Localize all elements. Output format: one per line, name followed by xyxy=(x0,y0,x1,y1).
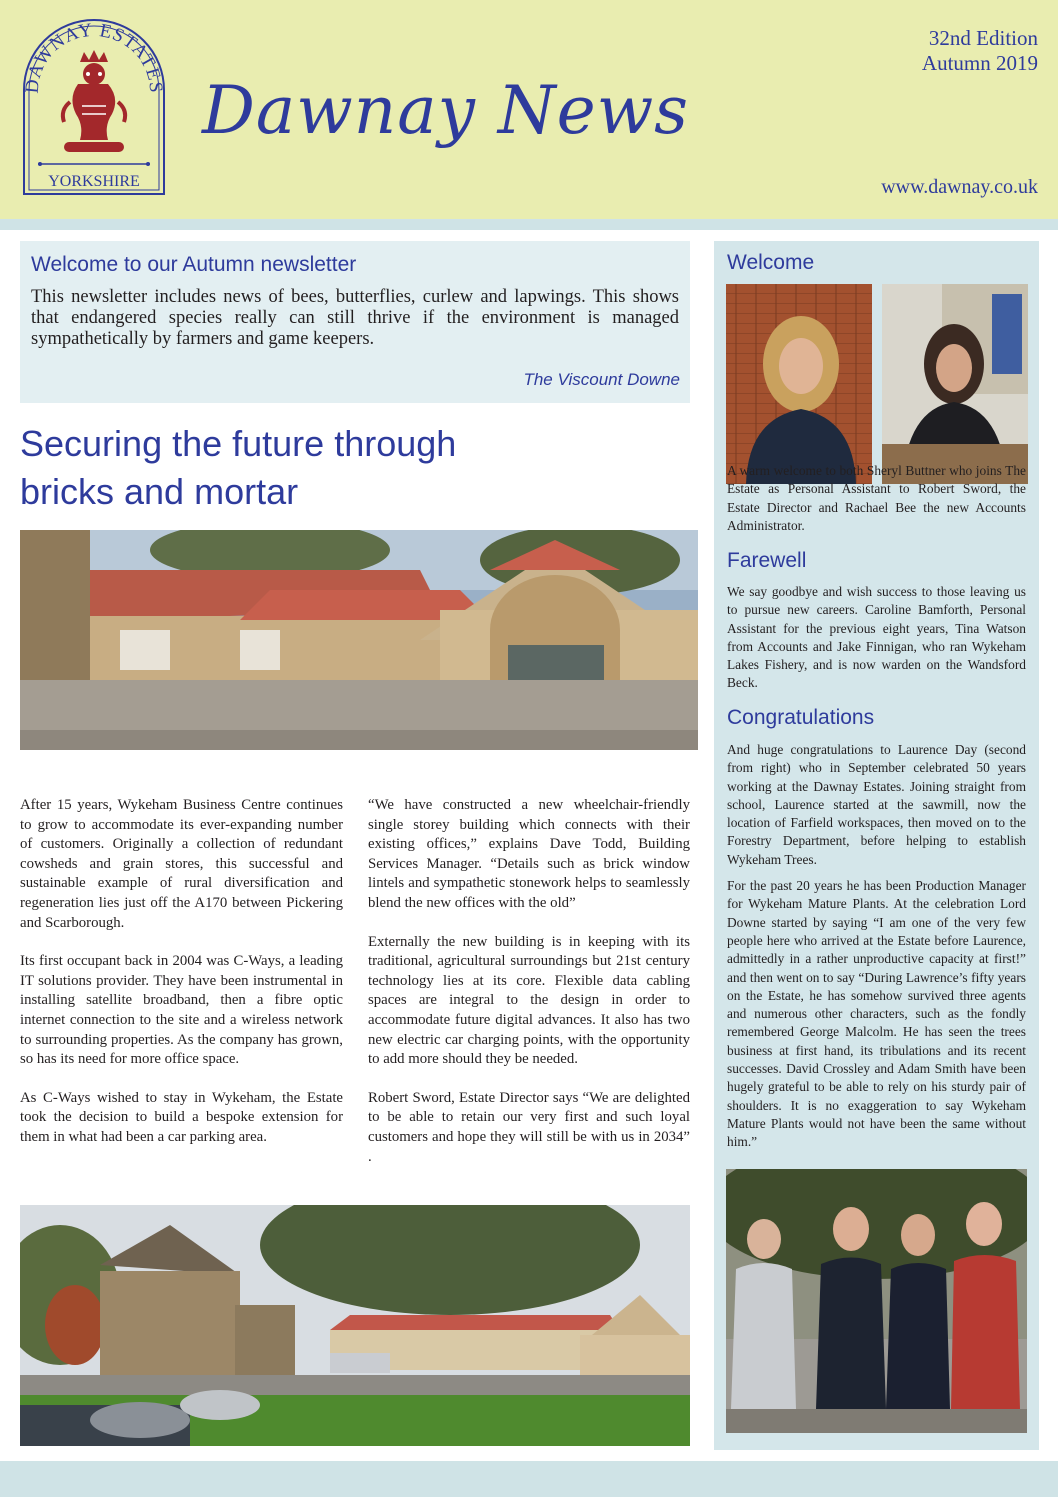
article-paragraph: Its first occupant back in 2004 was C-Ways, a leading IT solutions provider. They have been instrumental in installing satellite broadband, then a fibre optic internet connection to the site and a wireless network to surrounding properties. As the company has grown, so has its need for more office space. xyxy=(20,953,343,1068)
sidebar-farewell-heading: Farewell xyxy=(727,549,807,572)
sidebar-congratulations-text xyxy=(727,741,1026,1160)
sidebar-congratulations-heading: Congratulations xyxy=(727,706,875,729)
website-link[interactable]: www.dawnay.co.uk xyxy=(881,176,1038,198)
header-divider-band xyxy=(0,219,1058,230)
article-column-2 xyxy=(368,796,690,1186)
welcome-box-signature: The Viscount Downe xyxy=(523,370,680,389)
welcome-box xyxy=(20,241,690,403)
business-centre-photo xyxy=(20,1205,690,1446)
lion-emblem-icon xyxy=(63,50,125,152)
logo-yorkshire-text: YORKSHIRE xyxy=(48,173,140,190)
article-paragraph: Externally the new building is in keeping with its traditional, agricultural surroundings but 21st century technology lies at its core. Flexible data cabling spaces are integral to the design in order to accommodate future digital advances. It also has two new electric car charging points, with the opportunity to add more should they be needed. xyxy=(368,933,690,1068)
edition-number: 32nd Edition xyxy=(928,26,1038,50)
newsletter-title: Dawnay News xyxy=(202,72,690,149)
staff-photo-rachael xyxy=(882,284,1028,484)
staff-photo-sheryl xyxy=(726,284,872,484)
article-paragraph: After 15 years, Wykeham Business Centre continues to grow to accommodate its ever-expanding number of customers. Originally a collection of redundant cowsheds and grain stores, this successful and sustainable example of rural diversification and regeneration lies just off the A170 between Pickering and Scarborough. xyxy=(20,797,343,931)
laurence-day-celebration-photo xyxy=(726,1169,1027,1433)
sidebar-paragraph: For the past 20 years he has been Production Manager for Wykeham Mature Plants. At the celebration Lord Downe started by saying “I am one of the very few people here who arrived at the Estate before Laurence, admittedly in a rather unproductive capacity at first!” and then went on to say “During Lawrence’s fifty years on the Estate, he has somehow survived three agents and numerous other characters, such as the fondly remembered George Malcolm. He has seen the trees business at first hand, its tribulations and its recent successes. David Crossley and Adam Smith have been hugely grateful to be able to rely on his sturdy pair of shoulders. It is no exaggeration to say Wykeham Mature Plants would not have been the same without him.” xyxy=(727,878,1026,1150)
dawnay-estates-logo xyxy=(18,14,170,196)
sidebar-welcome-text: A warm welcome to both Sheryl Buttner who joins The Estate as Personal Assistant to Robert Sword, the Estate Director and Rachael Bee the new Accounts Administrator. xyxy=(727,463,1026,533)
sidebar-farewell-text: We say goodbye and wish success to those leaving us to pursue new careers. Caroline Bamforth, Personal Assistant for the previous eight years, Tina Watson from Accounts and Jake Finnigan, who ran Wykeham Lakes Fishery, and is now warden on the Wandsford Beck. xyxy=(727,584,1026,691)
welcome-box-body: This newsletter includes news of bees, butterflies, curlew and lapwings. This shows that endangered species really can still thrive if the environment is managed sympathetically by farmers and game keepers. xyxy=(31,287,679,349)
sidebar-welcome-heading: Welcome xyxy=(727,251,815,274)
sidebar-paragraph: And huge congratulations to Laurence Day (second from right) who in September celebrated 50 years working at the Dawnay Estates. Joining straight from school, Laurence started at the sawmill, now the location of Farfield workspaces, then moved on to the Forestry Department, before helping to establish Wykeham Trees. xyxy=(727,742,1026,867)
headline-line-2: bricks and mortar xyxy=(20,471,299,512)
news-sidebar xyxy=(714,241,1039,1450)
article-headline xyxy=(20,420,620,516)
new-building-photo xyxy=(20,530,698,750)
footer-band xyxy=(0,1461,1058,1497)
article-column-1 xyxy=(20,796,343,1167)
article-paragraph: Robert Sword, Estate Director says “We are delighted to be able to retain our very first and such loyal customers and hope they will still be with us in 2034” . xyxy=(368,1089,690,1165)
headline-line-1: Securing the future through xyxy=(20,423,457,464)
logo-arc-text: DAWNAY ESTATES xyxy=(21,19,167,95)
article-paragraph: “We have constructed a new wheelchair-friendly single storey building which connects with their existing offices,” explains Dave Todd, Building Services Manager. “Details such as brick window lintels and sympathetic stonework helps to seamlessly blend the new offices with the old” xyxy=(368,797,690,911)
welcome-box-title: Welcome to our Autumn newsletter xyxy=(31,253,357,276)
edition-info xyxy=(922,26,1038,76)
article-paragraph: As C-Ways wished to stay in Wykeham, the Estate took the decision to build a bespoke extension for them in what had been a car parking area. xyxy=(20,1089,343,1145)
edition-season: Autumn 2019 xyxy=(921,51,1038,75)
